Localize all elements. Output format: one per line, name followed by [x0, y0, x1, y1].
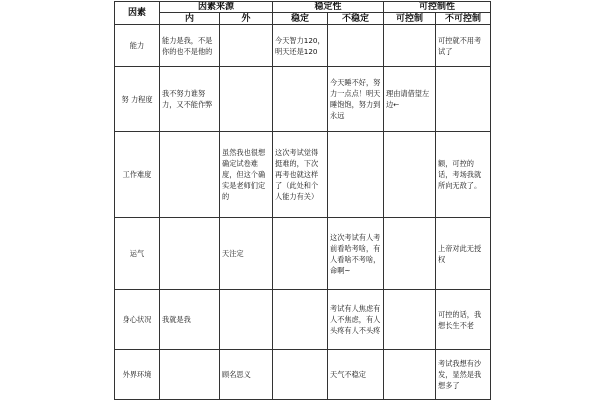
cell-external: 虽然我也很想确定试卷难度，但这个确实是老师们定的 — [220, 132, 273, 218]
cell-uncontrollable: 额，可控的话，考场我就所向无敌了。 — [436, 132, 491, 218]
table-row-task-difficulty — [115, 132, 491, 218]
cell-stable — [273, 290, 328, 350]
cell-unstable: 这次考试有人考前看哈考啥，有人看啥不考啥，命啊~ — [328, 218, 384, 290]
row-label: 工作难度 — [115, 132, 160, 218]
cell-internal: 我不努力谁努力，又不能作弊 — [160, 67, 220, 132]
header-stability: 稳定性 — [273, 2, 384, 13]
cell-stable — [273, 218, 328, 290]
header-external: 外 — [220, 13, 273, 25]
cell-internal: 能力是我，不是你的也不是他的 — [160, 25, 220, 67]
cell-stable: 今天智力120，明天还是120 — [273, 25, 328, 67]
header-source: 因素来源 — [160, 2, 273, 13]
cell-uncontrollable — [436, 67, 491, 132]
header-uncontrollable: 不可控制 — [436, 13, 491, 25]
cell-controllable — [384, 132, 436, 218]
table-row-luck — [115, 218, 491, 290]
cell-internal — [160, 218, 220, 290]
header-stable: 稳定 — [273, 13, 328, 25]
header-unstable: 不稳定 — [328, 13, 384, 25]
header-controllable: 可控制 — [384, 13, 436, 25]
cell-unstable: 考试有人焦虑有人不焦虑，有人头疼有人不头疼 — [328, 290, 384, 350]
row-label: 能力 — [115, 25, 160, 67]
row-label: 身心状况 — [115, 290, 160, 350]
cell-controllable — [384, 25, 436, 67]
table-row-ability — [115, 25, 491, 67]
cell-uncontrollable: 可控的话，我想长生不老 — [436, 290, 491, 350]
attribution-table — [114, 1, 491, 400]
row-label: 外界环境 — [115, 350, 160, 400]
cell-uncontrollable: 可控就不用考试了 — [436, 25, 491, 67]
cell-external: 天注定 — [220, 218, 273, 290]
header-factor: 因素 — [115, 2, 160, 25]
cell-uncontrollable: 上帝对此无授权 — [436, 218, 491, 290]
cell-controllable — [384, 290, 436, 350]
cell-uncontrollable: 考试我想有沙发，显然是我想多了 — [436, 350, 491, 400]
cell-stable: 这次考试觉得挺难的，下次再考也就这样了（此处和个人能力有关） — [273, 132, 328, 218]
cell-unstable: 天气不稳定 — [328, 350, 384, 400]
cell-stable — [273, 67, 328, 132]
cell-external: 顾名思义 — [220, 350, 273, 400]
cell-controllable — [384, 218, 436, 290]
table-row-effort — [115, 67, 491, 132]
cell-internal — [160, 132, 220, 218]
row-label: 努 力程度 — [115, 67, 160, 132]
cell-controllable: 理由请借望左边← — [384, 67, 436, 132]
cell-stable — [273, 350, 328, 400]
cell-external — [220, 67, 273, 132]
table-row-environment — [115, 350, 491, 400]
row-label: 运气 — [115, 218, 160, 290]
cell-external — [220, 25, 273, 67]
cell-unstable — [328, 25, 384, 67]
cell-internal: 我就是我 — [160, 290, 220, 350]
cell-unstable: 今天睡不好，努力一点点！明天睡饱饱，努力到永远 — [328, 67, 384, 132]
header-internal: 内 — [160, 13, 220, 25]
table-row-physical-mental-state — [115, 290, 491, 350]
header-controllability: 可控制性 — [384, 2, 491, 13]
cell-unstable — [328, 132, 384, 218]
cell-internal — [160, 350, 220, 400]
cell-external — [220, 290, 273, 350]
cell-controllable — [384, 350, 436, 400]
